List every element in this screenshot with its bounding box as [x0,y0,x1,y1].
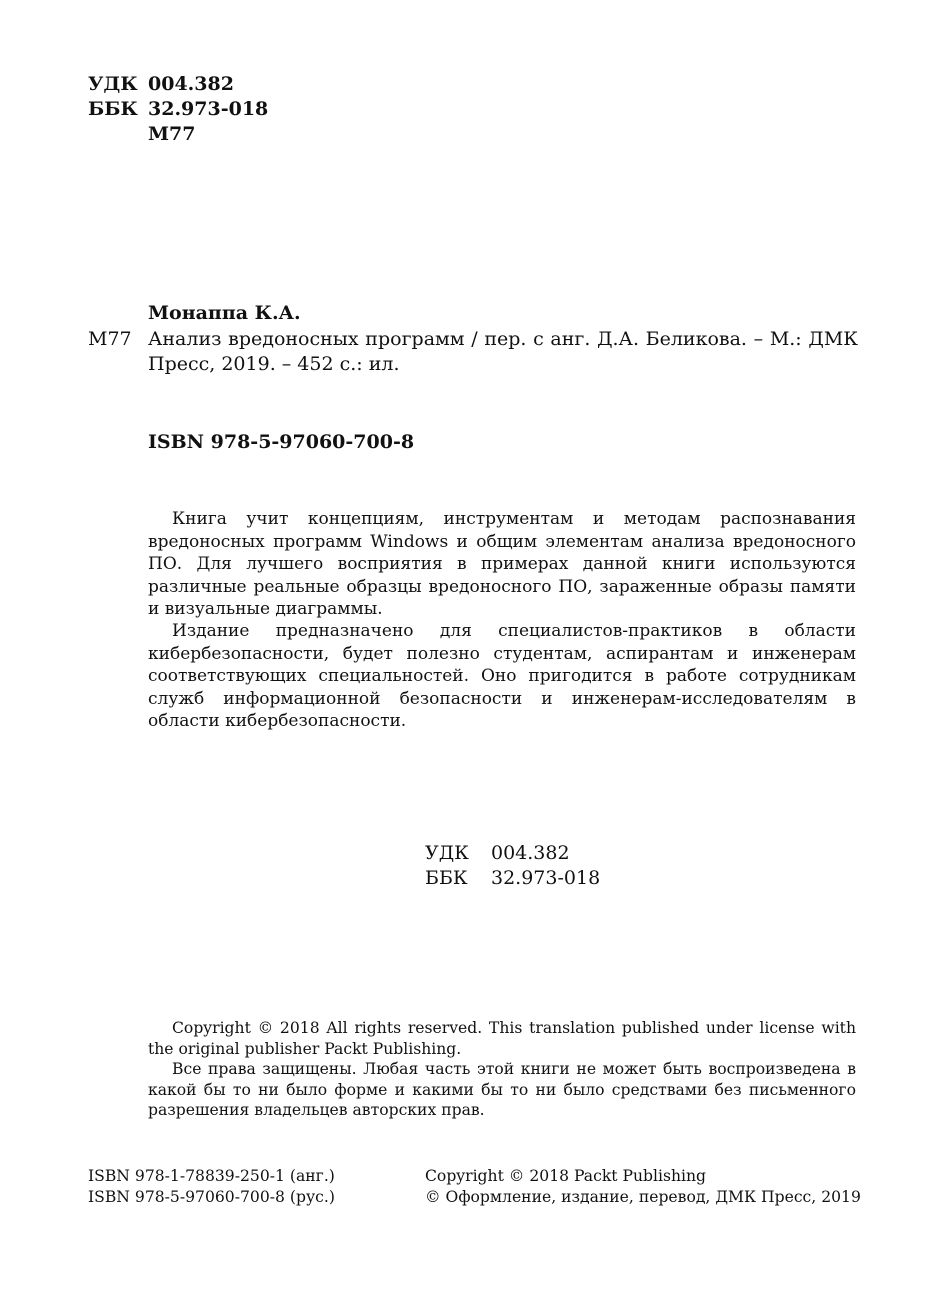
bbk-value-repeat: 32.973-018 [491,867,601,889]
copyright-publisher: Copyright © 2018 Packt Publishing [425,1167,707,1185]
rights-reserved-notice: Все права защищены. Любая часть этой книги не может быть воспроизведена в какой бы то ни было форме и какими бы то ни было средствами без письменного разрешения владельцев авторских прав. [148,1060,856,1119]
isbn-original: ISBN 978-1-78839-250-1 (анг.) [88,1167,335,1185]
udk-value: 004.382 [148,73,234,95]
bbk-label-repeat: ББК [425,867,468,889]
author-name: Монаппа К.А. [148,302,301,324]
biblio-author-code: М77 [88,328,132,350]
udk-row-repeat [425,841,570,866]
bbk-label: ББК [88,98,138,120]
udk-label-repeat: УДК [425,842,469,864]
copyright-translation: © Оформление, издание, перевод, ДМК Пресс, 2019 [425,1188,861,1206]
copyright-notice: Copyright © 2018 All rights reserved. This translation published under license with the original publisher Packt Publishing. [148,1019,856,1058]
udk-value-repeat: 004.382 [491,842,570,864]
isbn-russian: ISBN 978-5-97060-700-8 (рус.) [88,1188,335,1206]
author-mark-row [88,122,195,147]
author-mark: М77 [148,123,196,145]
udk-label: УДК [88,73,138,95]
biblio-description: Анализ вредоносных программ / пер. с анг. Д.А. Беликова. – М.: ДМК Пресс, 2019. – 452 с.: ил. [148,328,858,375]
isbn-main: ISBN 978-5-97060-700-8 [148,431,415,453]
annotation-paragraph-2: Издание предназначено для специалистов-практиков в области кибербезопасности, будет полезно студентам, аспирантам и инженерам соответствующих специальностей. Оно пригодится в работе сотрудникам служб информационной безопасности и инженерам-исследователям в области кибербезопасности. [148,621,856,732]
bbk-row [88,97,268,122]
annotation-paragraph-1: Книга учит концепциям, инструментам и методам распознавания вредоносных программ Windows и общим элементам анализа вредоносного ПО. Для лучшего восприятия в примерах данной книги используются различные реальные образцы вредоносного ПО, зараженные образы памяти и визуальные диаграммы. [148,509,856,620]
udk-row [88,72,234,97]
bbk-row-repeat [425,866,600,891]
bbk-value: 32.973-018 [148,98,269,120]
